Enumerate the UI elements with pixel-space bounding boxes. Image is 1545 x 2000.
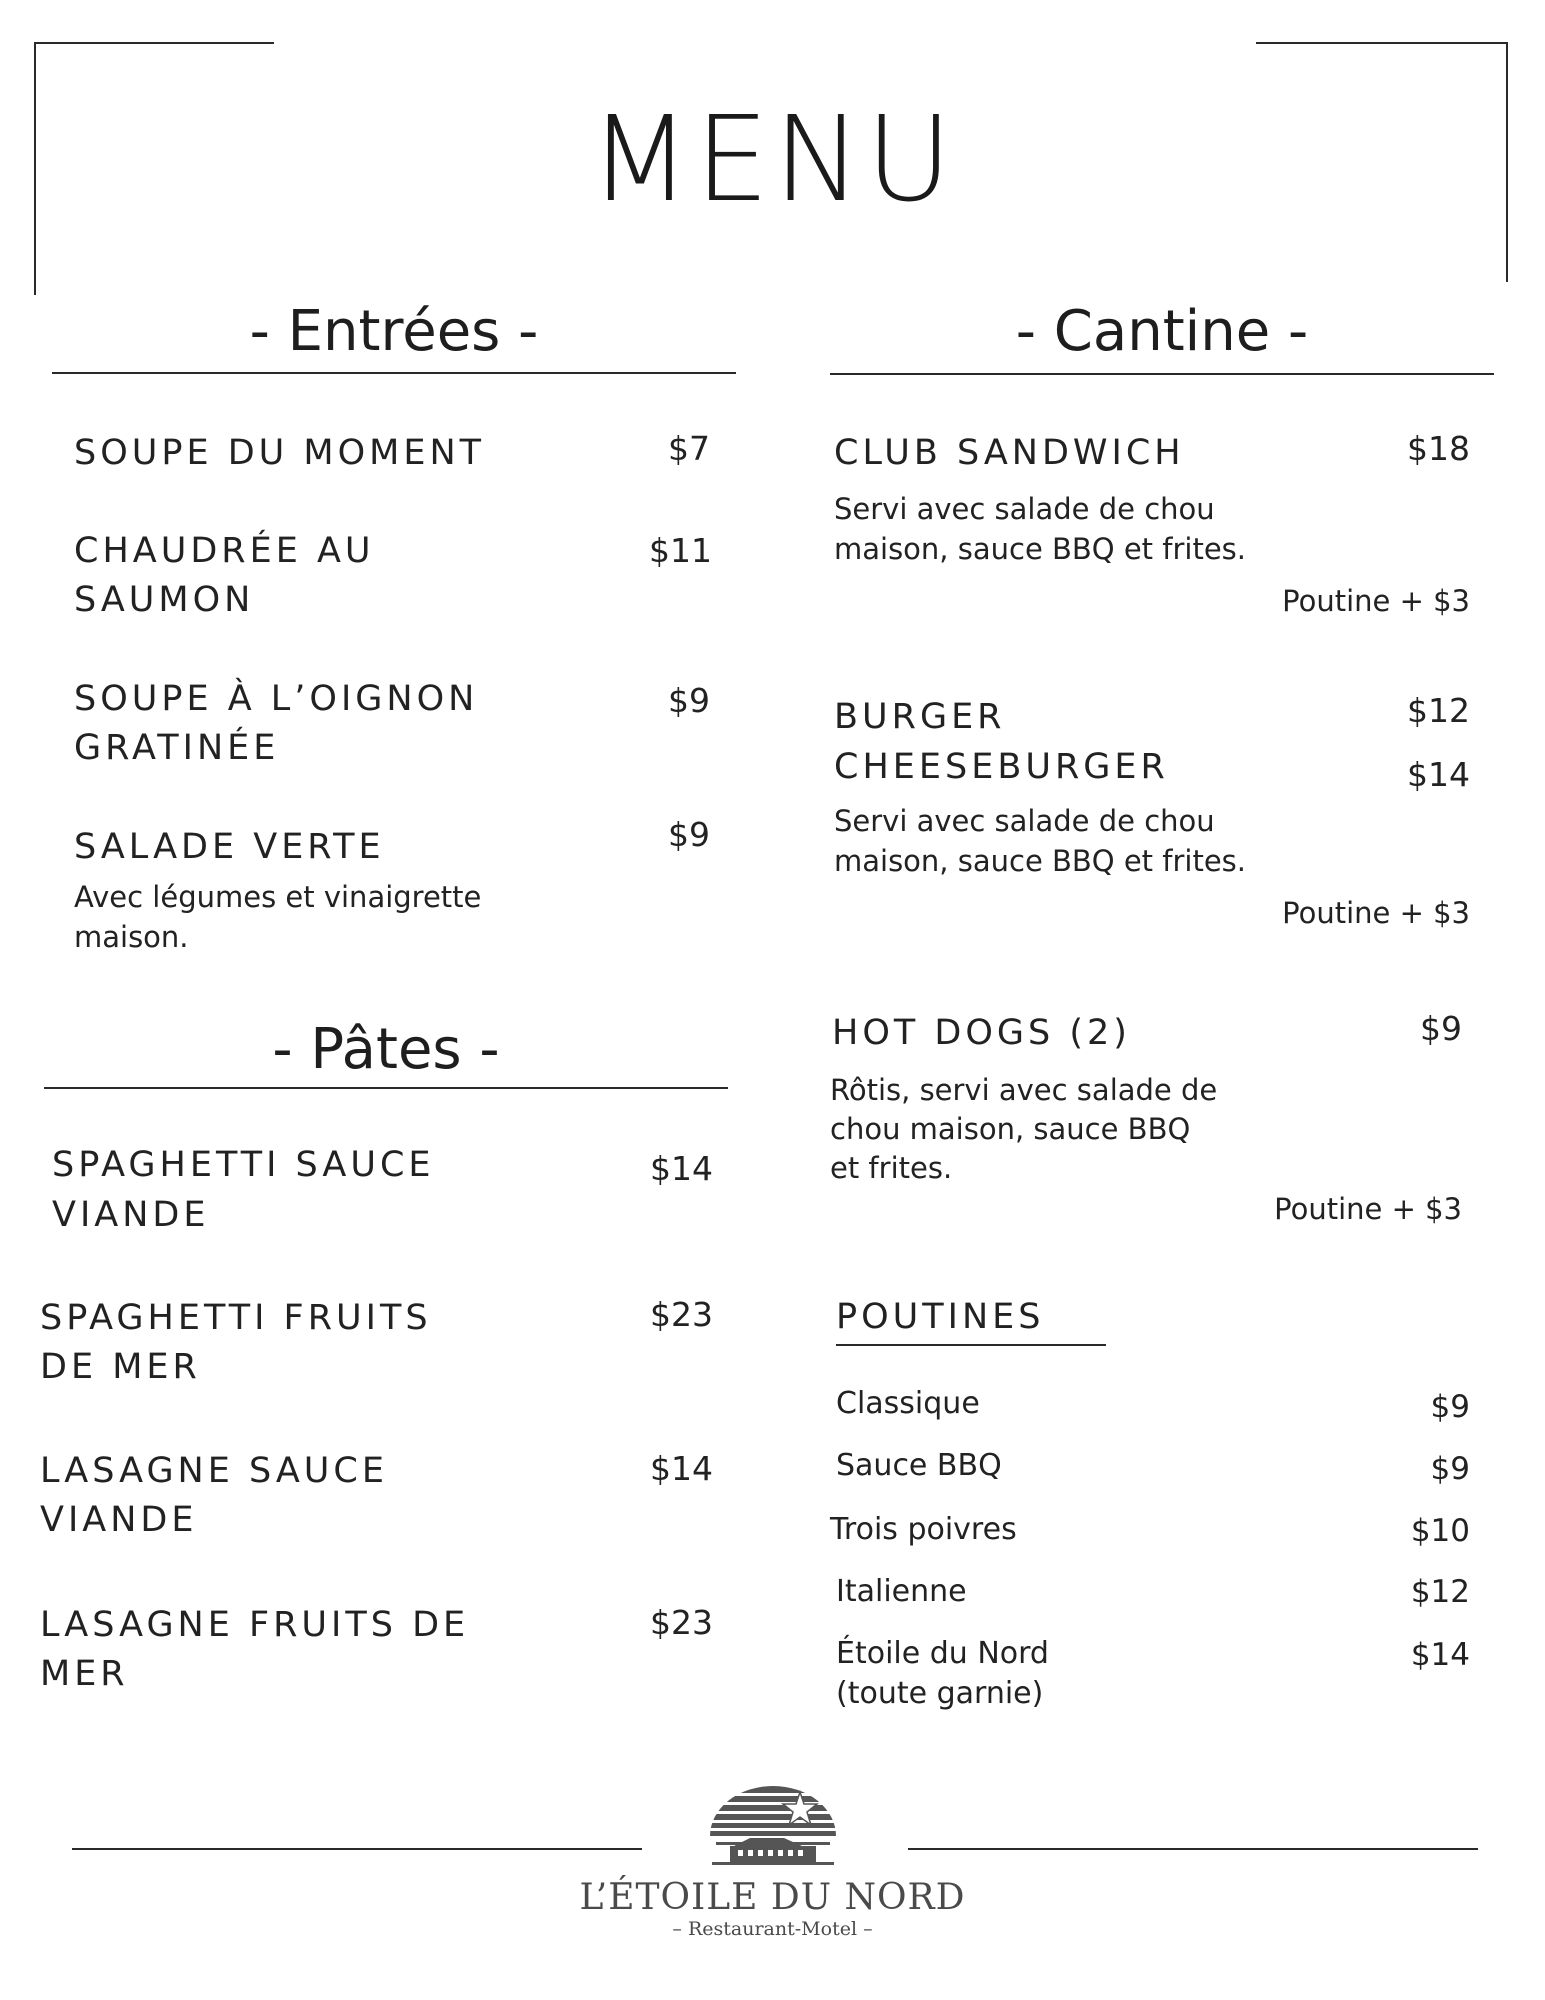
item-extra-poutine: Poutine + $3	[1282, 896, 1470, 930]
menu-item-club-sandwich: CLUB SANDWICH	[834, 433, 1185, 473]
item-price: $9	[668, 681, 710, 720]
poutine-price: $9	[1430, 1389, 1470, 1425]
item-price: $7	[668, 429, 710, 468]
item-extra-poutine: Poutine + $3	[1282, 584, 1470, 618]
section-title-cantine: - Cantine -	[1015, 299, 1309, 364]
menu-item-soupe-oignon-l2: GRATINÉE	[74, 728, 280, 768]
item-description: et frites.	[830, 1151, 953, 1185]
cantine-divider	[830, 373, 1494, 375]
poutine-price: $14	[1410, 1637, 1470, 1673]
menu-item-soupe-du-moment: SOUPE DU MOMENT	[74, 433, 486, 473]
poutine-price: $9	[1430, 1451, 1470, 1487]
poutine-item-etoile-du-nord-note: (toute garnie)	[836, 1676, 1044, 1711]
footer-divider-left	[72, 1848, 642, 1850]
item-description: maison, sauce BBQ et frites.	[834, 532, 1247, 566]
item-description: maison, sauce BBQ et frites.	[834, 844, 1247, 878]
item-price: $11	[649, 531, 712, 570]
item-price: $9	[1420, 1009, 1462, 1048]
item-price: $14	[650, 1449, 713, 1488]
menu-item-spaghetti-fruits-l1: SPAGHETTI FRUITS	[40, 1298, 432, 1338]
poutine-price: $12	[1410, 1574, 1470, 1610]
menu-item-cheeseburger: CHEESEBURGER	[834, 747, 1169, 787]
item-description: Avec légumes et vinaigrette	[74, 880, 482, 914]
item-description: Servi avec salade de chou	[834, 804, 1215, 838]
poutine-item-etoile-du-nord: Étoile du Nord	[836, 1636, 1049, 1671]
item-description: Servi avec salade de chou	[834, 492, 1215, 526]
menu-item-spaghetti-sauce-l1: SPAGHETTI SAUCE	[52, 1145, 435, 1185]
item-price: $14	[1407, 755, 1470, 794]
menu-item-burger: BURGER	[834, 697, 1006, 737]
section-title-pates: - Pâtes -	[272, 1017, 500, 1082]
poutine-price: $10	[1410, 1513, 1470, 1549]
dash-ornament-right: –	[857, 1918, 873, 1940]
menu-item-chaudree-l2: SAUMON	[74, 580, 255, 620]
poutine-item-classique: Classique	[836, 1386, 980, 1421]
logo-emblem-icon	[706, 1786, 840, 1874]
item-description: chou maison, sauce BBQ	[830, 1112, 1191, 1146]
frame-top-right	[1256, 42, 1508, 44]
dash-ornament-left: –	[672, 1918, 688, 1940]
poutine-item-sauce-bbq: Sauce BBQ	[836, 1448, 1002, 1483]
logo-subtitle	[0, 1920, 1545, 1939]
page-title: MENU	[588, 90, 956, 228]
logo-subtitle-text: Restaurant-Motel	[687, 1918, 858, 1940]
poutine-item-italienne: Italienne	[836, 1574, 967, 1609]
pates-divider	[44, 1087, 728, 1089]
item-price: $9	[668, 815, 710, 854]
menu-item-lasagne-sauce-l2: VIANDE	[40, 1500, 198, 1540]
menu-item-lasagne-sauce-l1: LASAGNE SAUCE	[40, 1451, 388, 1491]
item-price: $12	[1407, 691, 1470, 730]
item-description: Rôtis, servi avec salade de	[830, 1073, 1218, 1107]
menu-item-salade-verte: SALADE VERTE	[74, 827, 385, 867]
logo-name: L’ÉTOILE DU NORD	[579, 1877, 966, 1918]
item-extra-poutine: Poutine + $3	[1274, 1192, 1462, 1226]
poutines-heading: POUTINES	[836, 1297, 1045, 1337]
footer-divider-right	[908, 1848, 1478, 1850]
poutines-underline	[836, 1344, 1106, 1346]
item-price: $14	[650, 1149, 713, 1188]
menu-item-hot-dogs: HOT DOGS (2)	[832, 1013, 1131, 1053]
menu-item-spaghetti-sauce-l2: VIANDE	[52, 1195, 210, 1235]
section-title-entrees: - Entrées -	[249, 299, 539, 364]
item-price: $23	[650, 1603, 713, 1642]
item-price: $18	[1407, 429, 1470, 468]
menu-item-lasagne-fruits-l1: LASAGNE FRUITS DE	[40, 1605, 470, 1645]
frame-top-left	[34, 42, 274, 44]
poutine-item-trois-poivres: Trois poivres	[830, 1512, 1017, 1547]
menu-item-chaudree-l1: CHAUDRÉE AU	[74, 531, 375, 571]
menu-item-soupe-oignon-l1: SOUPE À L’OIGNON	[74, 679, 479, 719]
menu-item-spaghetti-fruits-l2: DE MER	[40, 1347, 201, 1387]
item-price: $23	[650, 1295, 713, 1334]
item-description: maison.	[74, 920, 189, 954]
menu-item-lasagne-fruits-l2: MER	[40, 1654, 129, 1694]
entrees-divider	[52, 372, 736, 374]
